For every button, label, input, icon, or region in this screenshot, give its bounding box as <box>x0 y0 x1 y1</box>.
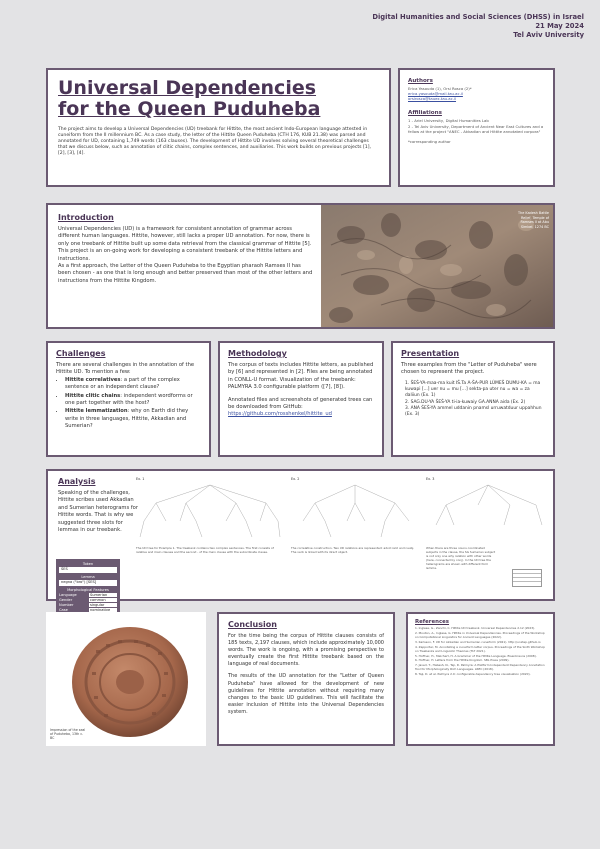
challenges-list <box>56 377 201 431</box>
header-date: 21 May 2024 <box>535 22 584 30</box>
reference-item: 4. Zapporter, M. Annotating a cuneiform letter corpus. Proceedings of the Sixth Workshop on Treebanks and Linguistic Theories (TLT 2021). <box>415 644 545 653</box>
reference-item: 6. Hoffner, H. Letters from the Hittite Kingdom. SBL Press (2009). <box>415 658 510 663</box>
presentation-example: 3. ANA ŠEŠ-YA ammel uddanin pnamsl urruwatduur uppahhun (Ex. 3) <box>405 405 542 417</box>
challenge-item: • Hittite correlatives: a part of the complex sentence or an independent clause? <box>65 377 201 392</box>
analysis-box <box>46 469 555 612</box>
references-heading: References <box>415 619 450 625</box>
conclusion-box <box>217 612 395 746</box>
presentation-box <box>391 341 555 457</box>
seal-photo <box>46 612 206 746</box>
presentation-intro: Three examples from the "Letter of Puduheba" were chosen to represent the project. <box>401 362 537 376</box>
challenge-item: • Hittite clitic chains: independent wordforms or one part together with the host? <box>65 393 201 408</box>
corresponding-note: *corresponding author <box>408 138 451 144</box>
tree-figure-caption: When there are three nouns coordinated subjects in the clause, the SG Sumerian subject is not only one why relation with other words (here, connected by conj). In the UD tree the heterograms are shown with different form lemma. <box>426 546 496 570</box>
intro-heading: Introduction <box>58 213 114 222</box>
intro-box <box>46 203 555 329</box>
challenge-item: • Hittite lemmatization: why on Earth did they write in three languages, Hittite, Akkadian and Sumerian? <box>65 408 201 430</box>
poster-title-line2: for the Queen Puduheba <box>58 98 321 121</box>
intro-paragraph: As a first approach, the Letter of the Queen Puduheba to the Egyptian pharaoh Ramses II has been chosen - as one that is long enough and better preserved than most of the other letters and instructions from the Hittite Kingdom. <box>58 262 313 284</box>
reference-item: 2. Mouton, A., Inglese, G. Hittite in Universal Dependencies. Proceedings of the Workshop on Computational Linguistics for Ancient Languages (2022). <box>415 630 545 639</box>
authors-box <box>398 68 555 187</box>
affiliation-line: 1 - Ariel University, Digital Humanities Lab <box>408 118 489 124</box>
header-org: Digital Humanities and Social Sciences (DHSS) in Israel <box>372 13 584 21</box>
dependency-tree <box>426 481 550 541</box>
header-university: Tel Aviv University <box>513 31 584 39</box>
github-link[interactable]: https://github.com/rosshenkel/hittite_ud <box>228 411 332 418</box>
author-email-link[interactable]: orsirosca@tauex.tau.ac.il <box>408 96 457 102</box>
conclusion-paragraph: The results of the UD annotation for the "Letter of Queen Puduheba" have allowed for the development of new guidelines for Hittite annotation without requiring many changes to the basic UD guidelines. This will facilitate the easier inclusion of Hittite into the Universal Dependencies system. <box>228 673 384 715</box>
tree-figure-label: Ex. 1 <box>136 477 145 481</box>
affiliations-heading: Affiliations <box>408 110 442 117</box>
methodology-heading: Methodology <box>228 349 287 358</box>
morph-label: Morphological Features <box>67 588 109 592</box>
methodology-paragraph: Annotated files and screenshots of generated trees can be downloaded from GitHub: <box>228 396 373 410</box>
author-email-link[interactable]: erica.yasouda@mail.tau.ac.il <box>408 91 463 97</box>
token-input[interactable]: ŠEŠ <box>59 567 117 573</box>
relief-photo-caption: The Kadesh Battle Relief, Temple of Ramses II at Abu Simbel, 1274 BC <box>518 211 549 229</box>
presentation-heading: Presentation <box>401 349 460 358</box>
affiliation-line: 2 - Tel Aviv University, Department of Ancient Near East Cultures and a fellow at the project "ANEC - Akkadian and Hittite annotated corpora" <box>408 123 544 134</box>
feature-row: Gender common <box>59 598 117 602</box>
token-label: Token <box>82 562 94 566</box>
challenges-box <box>46 341 211 457</box>
feature-select[interactable]: nominative <box>89 608 117 612</box>
analysis-paragraph: Speaking of the challenges, Hittite scribes used Akkadian and Sumerian heterograms for Hittite words. That is why we suggested three slots for lemmas in our treebank. <box>58 490 138 533</box>
relief-photo <box>321 205 553 327</box>
presentation-example: 1. ŠEŠ-YA-maa-ma kuit IŠ.Ta A-ŠA-PUR LÚMEŠ DUMU-KA = ma kuwapi [...] uer nu = mu [...] sekta-pa uter nu = wa = za daliiun (Ex. 1) <box>405 380 541 399</box>
presentation-example: 2. SAG.DU-YA ŠEŠ-YA ti-ia-kuwaiy GA.ANNA aida (Ex. 2) <box>405 399 526 405</box>
author-line: Erica Yasouda (1), Orsi Rosca (2)* <box>408 86 472 91</box>
reference-item: 7. Javed, T., Habash, N., Taji, D. Palmyra: A Platform Independent Dependency Annotation Tool for Morphologically Rich Languages. LREC (2018). <box>415 663 545 672</box>
authors-heading: Authors <box>408 78 433 84</box>
challenges-intro: There are several challenges in the annotation of the Hittite UD. To mention a few: <box>56 362 195 376</box>
challenges-heading: Challenges <box>56 349 106 358</box>
intro-paragraph: Universal Dependencies (UD) is a framework for consistent annotation of grammar across different human languages. Hittite, however, still lacks a proper UD annotation. For now, there is only one treebank of Hittite built up some data retrieval from the classical grammar of Hittite [5]. This project is an on-going work for developing a consistent treebank of the Hittite letters and instructions. <box>58 226 312 262</box>
feature-select[interactable]: Sumerian <box>89 593 117 597</box>
methodology-paragraph: The corpus of texts includes Hittite letters, as published by [6] and represented in [2]. Files are being annotated in CONLL-U format. Visualization of the treebank: PALMYRA 3.0 configurable platform ([7], [8]). <box>228 362 374 391</box>
tree-figure-caption: The UD tree for Example 1. The treebank contains two complex sentences. The first consists of relative and main clauses and the second - of the main clause with the subordinate clause. <box>136 546 274 554</box>
analysis-heading: Analysis <box>58 477 96 486</box>
feature-row: Number singular <box>59 603 117 607</box>
references-box <box>406 612 555 746</box>
title-box <box>46 68 391 187</box>
feature-select[interactable]: singular <box>89 603 117 607</box>
reference-item: 3. Karlsson, F. UD for Akkadian and Sumerian cuneiform (2021). http://unidep.github.io <box>415 639 541 644</box>
reference-item: 1. Inglese, G., Zanchi, C. Hittite UD treebank. Universal Dependencies 2.12 (2023). <box>415 626 536 630</box>
lemma-input[interactable]: negna ("bro") [ŠEŠ] <box>59 580 117 586</box>
tree-figure-label: Ex. 3 <box>426 477 435 481</box>
tree-figure-caption: The correlative construction. Two UD relations are represented: advcl:relcl and nsubj. The verb is linked with its direct object. <box>291 546 415 554</box>
tree-figure-3 <box>426 477 550 597</box>
reference-item: 5. Hoffner, H., Melchert, H. A Grammar of the Hittite Language. Eisenbrauns (2008). <box>415 653 537 658</box>
methodology-box <box>218 341 384 457</box>
abstract: The project aims to develop a Universal Dependencies (UD) treebank for Hittite, the most ancient Indo-European language attested in cuneiform from the II millennium BC. As a case study, the letter of the Hittite Queen Puduheba (CTH 176, KUB 21.38) was parsed and annotated for UD, containing 1,749 words (163 clauses). The development of Hittite UD involves solving several theoretical challenges that we discuss below, such as annotation of clitic chains, complex sentences, and auxiliaries. This work builds on previous projects [1], [2], [3], [4]. <box>58 126 371 157</box>
feature-select[interactable]: common <box>89 598 117 602</box>
tree-figure-1 <box>136 477 284 597</box>
feature-row: Case nominative <box>59 608 117 612</box>
dependency-tree <box>291 481 419 541</box>
header <box>284 13 584 39</box>
tree-figure-label: Ex. 2 <box>291 477 300 481</box>
feature-row: Language Sumerian <box>59 593 117 597</box>
conclusion-paragraph: For the time being the corpus of Hittite clauses consists of 185 texts, 2,197 clauses, which include approximately 10,000 words. The work is ongoing, with a promising perspective to eventually create the first Hittite treebank based on the language of real documents. <box>228 633 384 668</box>
dependency-tree <box>136 481 284 541</box>
seal-photo-caption: Impression of the seal of Puduheba, 13th c. BC <box>50 727 86 740</box>
reference-item: 8. Taji, D. et al. Palmyra 2.0: configurable dependency tree visualisation (2020). <box>415 672 531 677</box>
tree-figure-2 <box>291 477 419 597</box>
conclusion-heading: Conclusion <box>228 620 277 629</box>
lemma-label: Lemma <box>81 575 95 579</box>
poster-title-line1: Universal Dependencies <box>58 77 317 99</box>
mini-table <box>512 569 542 587</box>
